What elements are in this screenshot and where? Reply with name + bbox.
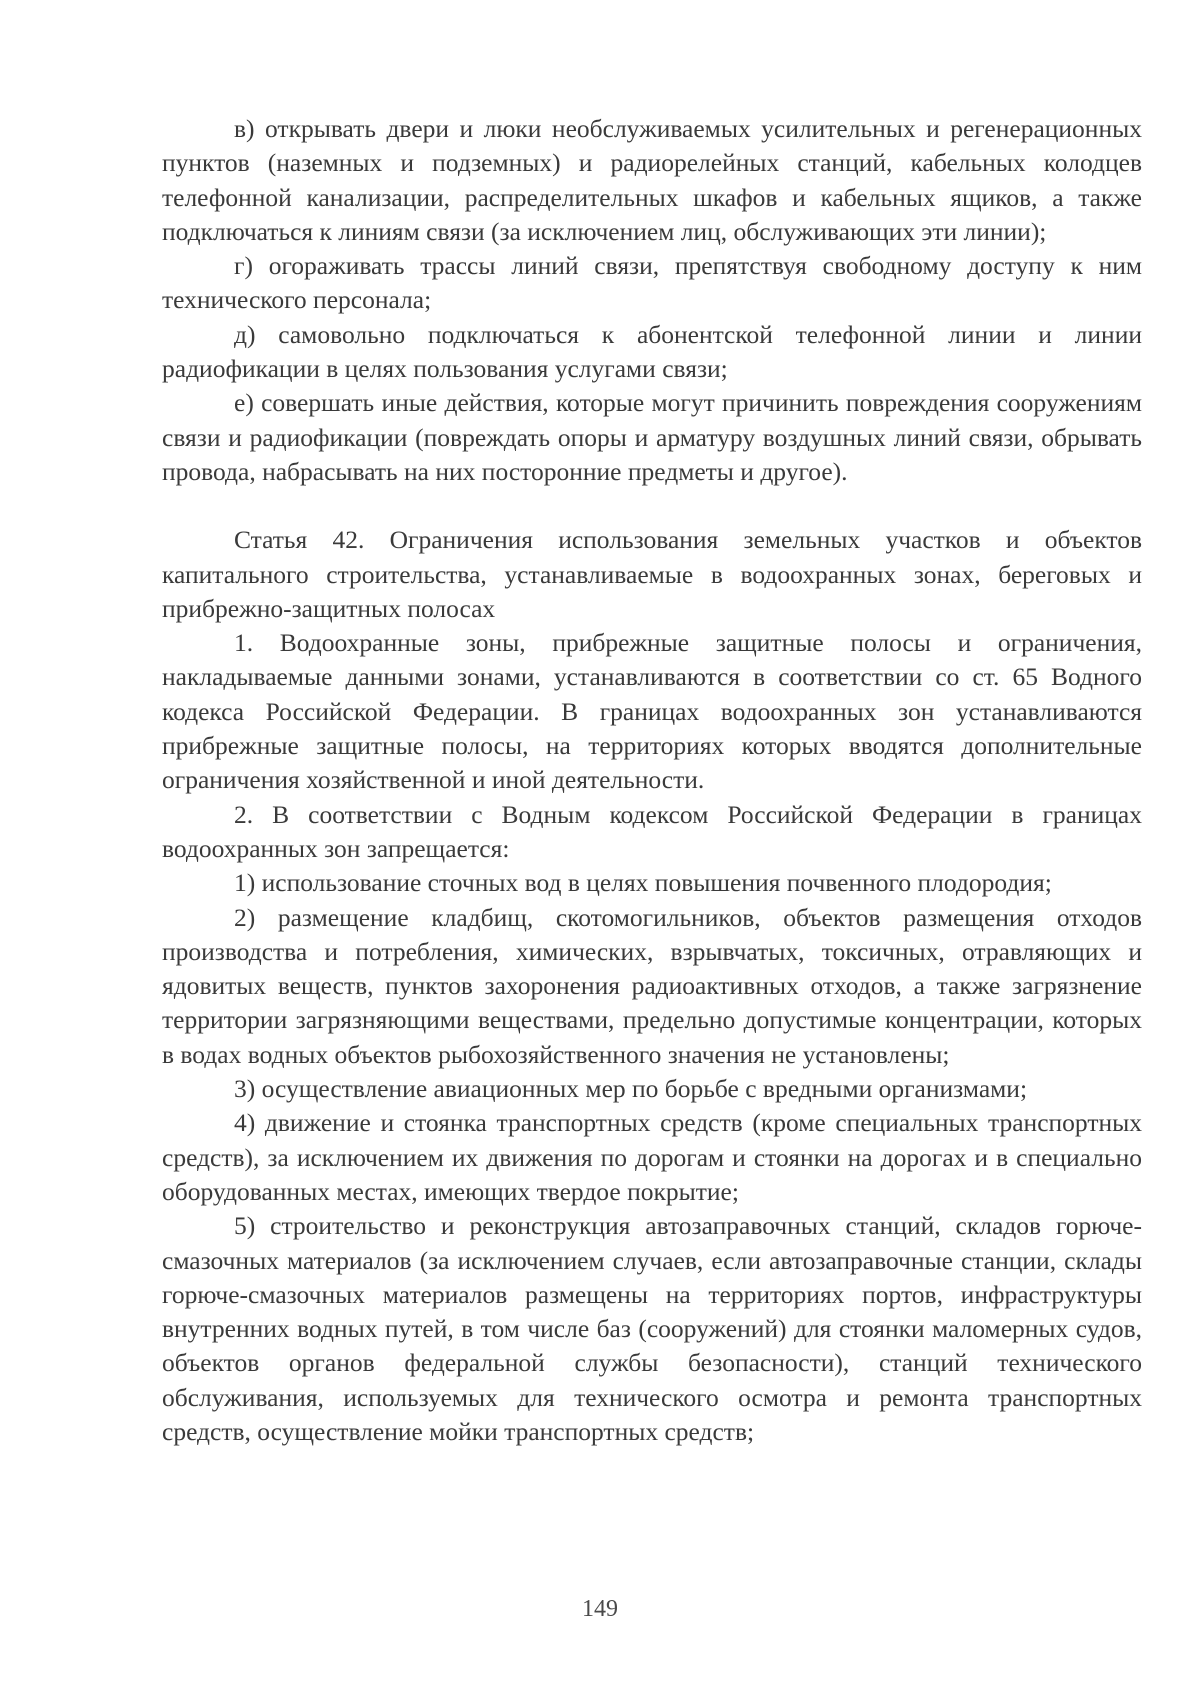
page-number: 149 [582,1596,618,1622]
list-item-3: 3) осуществление авиационных мер по борьбе с вредными организмами; [234,1074,1028,1104]
paragraph-item-d: д) самовольно подключаться к абонентской телефонной линии и линии радиофикации в целях пользования услугами связи; [162,319,1142,384]
paragraph-item-g: г) огораживать трассы линий связи, препятствуя свободному доступу к ним технического персонала; [162,251,1142,315]
list-item-4: 4) движение и стоянка транспортных средств (кроме специальных транспортных средств), за исключением их движения по дорогам и стоянки на дорогах и в специально оборудованных местах, имеющих твердое покрытие; [162,1108,1142,1206]
list-item-1: 1) использование сточных вод в целях повышения почвенного плодородия; [234,868,1052,898]
article-42-heading: Статья 42. Ограничения использования земельных участков и объектов капитального строительства, устанавливаемые в водоохранных зонах, береговых и прибрежно-защитных полосах [162,525,1142,623]
paragraph-clause-1: 1. Водоохранные зоны, прибрежные защитные полосы и ограничения, накладываемые данными зонами, устанавливаются в соответствии со ст. 65 Водного кодекса Российской Федерации. В границах водоохранных зон устанавливаются прибрежные защитные полосы, на территориях которых вводятся дополнительные ограничения хозяйственной и иной деятельности. [162,628,1142,795]
list-item-5: 5) строительство и реконструкция автозаправочных станций, складов горюче-смазочных материалов (за исключением случаев, если автозаправочные станции, склады горюче-смазочных материалов размещены на территориях портов, инфраструктуры внутренних водных путей, в том числе баз (сооружений) для стоянки маломерных судов, объектов органов федеральной службы безопасности), станций технического обслуживания, используемых для технического осмотра и ремонта транспортных средств, осуществление мойки транспортных средств; [162,1211,1142,1446]
paragraph-clause-2: 2. В соответствии с Водным кодексом Российской Федерации в границах водоохранных зон запрещается: [162,799,1142,863]
paragraph-item-v: в) открывать двери и люки необслуживаемых усилительных и регенерационных пунктов (наземных и подземных) и радиорелейных станций, кабельных колодцев телефонной канализации, распределительных шкафов и кабельных ящиков, а также подключаться к линиям связи (за исключением лиц, обслуживающих эти линии); [162,114,1142,246]
list-item-2: 2) размещение кладбищ, скотомогильников, объектов размещения отходов производства и потребления, химических, взрывчатых, токсичных, отравляющих и ядовитых веществ, пунктов захоронения радиоактивных отходов, а также загрязнение территории загрязняющими веществами, предельно допустимые концентрации, которых в водах водных объектов рыбохозяйственного значения не установлены; [162,902,1142,1069]
paragraph-item-e: е) совершать иные действия, которые могут причинить повреждения сооружениям связи и радиофикации (повреждать опоры и арматуру воздушных линий связи, обрывать провода, набрасывать на них посторонние предметы и другое). [162,388,1142,486]
document-body [162,112,1142,1449]
